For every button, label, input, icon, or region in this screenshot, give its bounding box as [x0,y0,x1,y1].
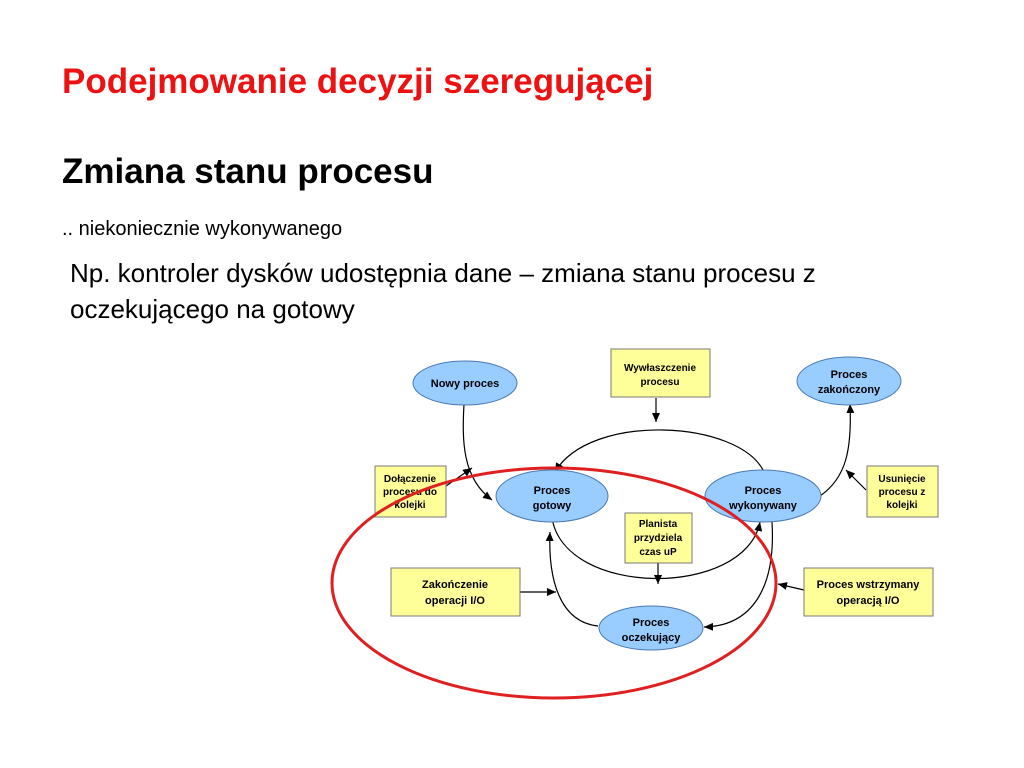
event-preemption-label-2: procesu [640,377,680,388]
event-enqueue-label-3: kolejki [394,500,426,511]
slide-note: .. niekoniecznie wykonywanego [62,218,343,240]
event-scheduler [625,513,692,563]
event-preemption [611,349,710,397]
slide-title: Podejmowanie decyzji szeregującej [62,62,654,101]
event-io-wait-label-2: operacją I/O [836,595,900,607]
arrow-dequeue-event [846,470,866,490]
state-ready-label-1: Proces [533,485,571,497]
state-terminated-process [797,357,901,405]
event-dequeue-label-2: procesu z [878,487,926,498]
event-io-done [391,568,520,616]
event-io-wait-box [804,568,933,616]
state-running-process [705,470,821,522]
event-scheduler-label-2: przydziela [633,533,683,544]
state-running-label-2: wykonywany [729,500,797,512]
event-io-done-label-2: operacji I/O [425,595,485,607]
event-io-wait-label-1: Proces wstrzymany [816,579,920,591]
state-running-label-1: Proces [744,485,782,497]
event-scheduler-label-1: Planista [638,519,678,530]
arrow-new-to-ready [463,404,492,500]
state-terminated-shape [797,357,901,405]
state-ready-label-2: gotowy [532,500,572,512]
event-enqueue-label-2: procesu do [383,487,437,498]
event-scheduler-label-3: czas uP [639,547,677,558]
arrow-running-to-waiting [704,522,772,627]
arrow-running-to-ready [555,430,764,472]
state-terminated-label-1: Proces [830,369,868,381]
state-waiting-label-1: Proces [632,617,670,629]
event-enqueue-label-1: Dołączenie [383,474,437,485]
event-dequeue-label-1: Usunięcie [878,474,926,485]
arrow-running-to-terminated [820,404,850,496]
slide-subtitle: Zmiana stanu procesu [62,152,434,191]
event-io-done-box [391,568,520,616]
slide-body-text: Np. kontroler dysków udostępnia dane – zmiana stanu procesu z oczekującego na gotowy [70,258,816,324]
event-io-wait [804,568,933,616]
event-dequeue [867,466,938,517]
state-new-process [413,361,517,405]
state-terminated-label-2: zakończony [817,384,881,396]
arrow-waiting-to-ready [550,532,598,626]
event-io-done-label-1: Zakończenie [421,579,489,591]
event-dequeue-label-3: kolejki [886,500,918,511]
event-preemption-label-1: Wywłaszczenie [623,363,697,374]
state-new-label: Nowy proces [430,378,500,390]
state-waiting-label-2: oczekujący [621,632,681,644]
state-ready-process [496,470,608,522]
arrow-io-wait-event [778,584,804,590]
state-waiting-process [599,606,703,650]
